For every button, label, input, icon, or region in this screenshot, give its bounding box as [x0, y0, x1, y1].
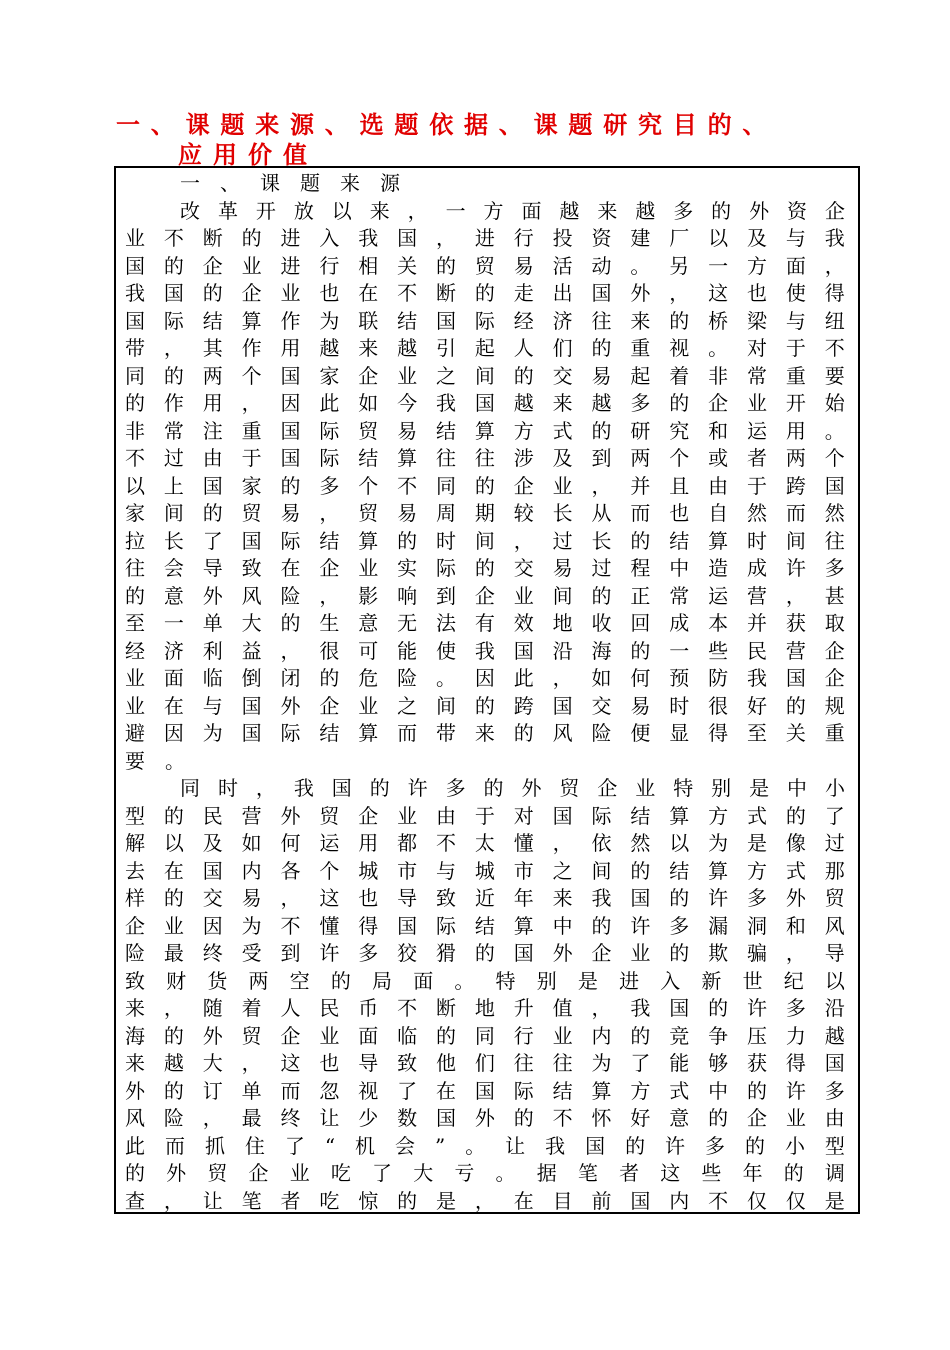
text-line: 业 面 临 倒 闭 的 危 险 。 因 此 ， 如 何 预 防 我 国 企	[125, 666, 845, 690]
text-line: 的 作 用 ， 因 此 如 今 我 国 越 来 越 多 的 企 业 开 始	[125, 391, 845, 415]
document-body	[125, 170, 845, 1215]
text-line: 企 业 因 为 不 懂 得 国 际 结 算 中 的 许 多 漏 洞 和 风	[125, 913, 845, 938]
text-line: 来 ， 随 着 人 民 币 不 断 地 升 值 ， 我 国 的 许 多 沿	[125, 996, 845, 1020]
text-line: 国 的 企 业 进 行 相 关 的 贸 易 活 动 。 另 一 方 面 ，	[125, 253, 845, 278]
text-line: 解 以 及 如 何 运 用 都 不 太 懂 ， 依 然 以 为 是 像 过	[125, 831, 845, 855]
text-line: 的 意 外 风 险 ， 影 响 到 企 业 间 的 正 常 运 营 ， 甚	[125, 583, 845, 608]
text-line: 国 际 结 算 作 为 联 结 国 际 经 济 往 来 的 桥 梁 与 纽	[125, 308, 845, 333]
text-line: 家 间 的 贸 易 ， 贸 易 周 期 较 长 从 而 也 自 然 而 然	[125, 501, 845, 525]
text-line: 改 革 开 放 以 来 ， 一 方 面 越 来 越 多 的 外 资 企	[180, 198, 845, 223]
text-line: 海 的 外 贸 企 业 面 临 的 同 行 业 内 的 竞 争 压 力 越	[125, 1023, 845, 1048]
text-line: 型 的 民 营 外 贸 企 业 由 于 对 国 际 结 算 方 式 的 了	[125, 803, 845, 828]
text-line: 带 ， 其 作 用 越 来 越 引 起 人 们 的 重 视 。 对 于 不	[125, 336, 845, 360]
text-line: 去 在 国 内 各 个 城 市 与 城 市 之 间 的 结 算 方 式 那	[125, 858, 845, 883]
paragraph	[125, 775, 845, 1215]
text-line: 不 过 由 于 国 际 结 算 往 往 涉 及 到 两 个 或 者 两 个	[125, 446, 845, 470]
text-line: 致 财 货 两 空 的 局 面 。 特 别 是 进 入 新 世 纪 以	[125, 968, 845, 993]
text-line: 我 国 的 企 业 也 在 不 断 的 走 出 国 外 ， 这 也 使 得	[125, 281, 845, 305]
text-line: 险 最 终 受 到 许 多 狡 猾 的 国 外 企 业 的 欺 骗 ， 导	[125, 941, 845, 965]
text-line: 风 险 ， 最 终 让 少 数 国 外 的 不 怀 好 意 的 企 业 由	[125, 1106, 845, 1130]
text-line: 非 常 注 重 国 际 贸 易 结 算 方 式 的 研 究 和 运 用 。	[125, 418, 845, 443]
text-line: 样 的 交 易 ， 这 也 导 致 近 年 来 我 国 的 许 多 外 贸	[125, 886, 845, 910]
page-title-line-1: 一、课题来源、选题依据、课题研究目的、	[116, 110, 778, 139]
text-line: 业 在 与 国 外 企 业 之 间 的 跨 国 交 易 时 很 好 的 规	[125, 693, 845, 718]
text-line: 查 ， 让 笔 者 吃 惊 的 是 ， 在 目 前 国 内 不 仅 仅 是	[125, 1188, 845, 1213]
text-line: 经 济 利 益 ， 很 可 能 使 我 国 沿 海 的 一 些 民 营 企	[125, 638, 845, 663]
text-line: 拉 长 了 国 际 结 算 的 时 间 ， 过 长 的 结 算 时 间 往	[125, 528, 845, 553]
page-title	[116, 110, 836, 170]
text-line: 往 会 导 致 在 企 业 实 际 的 交 易 过 程 中 造 成 许 多	[125, 556, 845, 580]
text-line: 同 的 两 个 国 家 企 业 之 间 的 交 易 起 着 非 常 重 要	[125, 363, 845, 388]
text-line: 避 因 为 国 际 结 算 而 带 来 的 风 险 便 显 得 至 关 重	[125, 721, 845, 745]
text-line: 来 越 大 ， 这 也 导 致 他 们 往 往 为 了 能 够 获 得 国	[125, 1051, 845, 1075]
paragraph	[125, 198, 845, 776]
text-line: 要 。	[125, 748, 185, 773]
text-line: 同 时 ， 我 国 的 许 多 的 外 贸 企 业 特 别 是 中 小	[180, 776, 845, 800]
text-line: 的 外 贸 企 业 吃 了 大 亏 。 据 笔 者 这 些 年 的 调	[125, 1161, 845, 1185]
text-line: 业 不 断 的 进 入 我 国 ， 进 行 投 资 建 厂 以 及 与 我	[125, 226, 845, 250]
section-heading: 一、课题来源	[180, 171, 420, 195]
page-title-line-2: 应用价值	[178, 140, 318, 169]
text-line: 至 一 单 大 的 生 意 无 法 有 效 地 收 回 成 本 并 获 取	[125, 611, 845, 635]
text-line: 以 上 国 家 的 多 个 不 同 的 企 业 ， 并 且 由 于 跨 国	[125, 473, 845, 498]
text-line: 此 而 抓 住 了 “ 机 会 ” 。 让 我 国 的 许 多 的 小 型	[125, 1133, 845, 1158]
text-line: 外 的 订 单 而 忽 视 了 在 国 际 结 算 方 式 中 的 许 多	[125, 1078, 845, 1103]
